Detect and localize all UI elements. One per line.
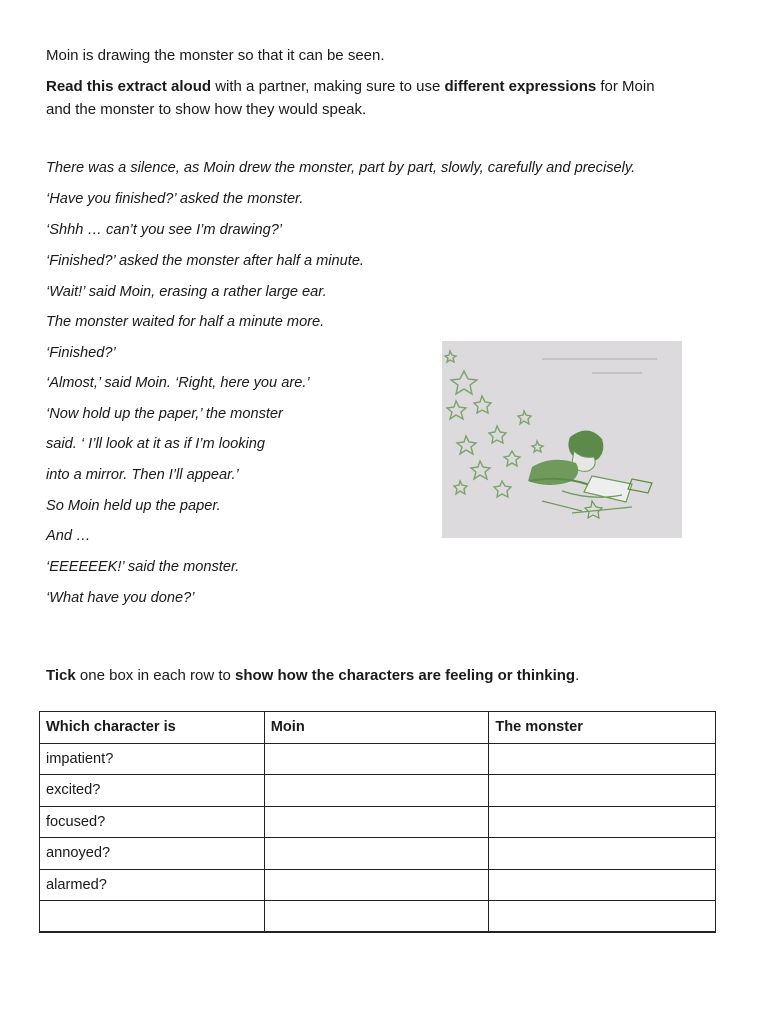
instruction-bold-read: Read this extract aloud [46,78,212,95]
row-label: focused? [40,806,265,838]
extract-line: ‘Almost,’ said Moin. ‘Right, here you are.’ [46,375,310,391]
instruction-text-3: and the monster to show how they would speak. [46,101,367,118]
tick-bold-show: show how the characters are feeling or thinking [235,667,576,684]
extract-line: ‘Finished?’ [46,345,116,361]
table-row [40,838,716,870]
instruction-text-2: for Moin [596,78,655,95]
tick-instruction [46,664,579,687]
instruction-bold-expressions: different expressions [444,78,597,95]
extract-line: ‘EEEEEEK!’ said the monster. [46,559,240,575]
moin-tick-box[interactable] [264,806,489,838]
row-label [40,901,265,933]
extract-line: ‘What have you done?’ [46,590,195,606]
monster-tick-box[interactable] [489,838,716,870]
tick-text-2: . [575,667,580,684]
header-moin: Moin [264,712,489,744]
extract-line: said. ‘ I’ll look at it as if I’m looking [46,436,265,452]
row-label: annoyed? [40,838,265,870]
table-row [40,901,716,933]
monster-tick-box[interactable] [489,806,716,838]
moin-tick-box[interactable] [264,743,489,775]
character-feelings-table [39,711,716,933]
extract-line: ‘Have you finished?’ asked the monster. [46,191,304,207]
row-label: excited? [40,775,265,807]
extract-line: And … [46,528,91,544]
extract-line: into a mirror. Then I’ll appear.’ [46,467,239,483]
extract-line: So Moin held up the paper. [46,498,221,514]
tick-text-1: one box in each row to [75,667,236,684]
extract-line: There was a silence, as Moin drew the monster, part by part, slowly, carefully and precisely. [46,160,636,176]
table-row [40,775,716,807]
row-label: alarmed? [40,869,265,901]
intro-text: Moin is drawing the monster so that it can be seen. [46,47,385,64]
extract-line: ‘Now hold up the paper,’ the monster [46,406,283,422]
read-aloud-instruction [46,75,726,121]
table-row [40,806,716,838]
moin-tick-box[interactable] [264,869,489,901]
monster-tick-box[interactable] [489,775,716,807]
table-header-row [40,712,716,744]
extract-line: The monster waited for half a minute more. [46,314,325,330]
monster-tick-box[interactable] [489,901,716,933]
extract-line: ‘Shhh … can’t you see I’m drawing?’ [46,222,283,238]
header-which-character: Which character is [40,712,265,744]
moin-tick-box[interactable] [264,838,489,870]
tick-bold: Tick [46,667,76,684]
moin-tick-box[interactable] [264,775,489,807]
moin-tick-box[interactable] [264,901,489,933]
extract-line: ‘Wait!’ said Moin, erasing a rather large ear. [46,284,327,300]
table-row [40,743,716,775]
monster-tick-box[interactable] [489,743,716,775]
moin-drawing-illustration [442,341,682,538]
monster-tick-box[interactable] [489,869,716,901]
row-label: impatient? [40,743,265,775]
header-monster: The monster [489,712,716,744]
table-row [40,869,716,901]
boy-drawing-picture [442,341,682,538]
instruction-text-1: with a partner, making sure to use [211,78,445,95]
extract-line: ‘Finished?’ asked the monster after half a minute. [46,253,364,269]
